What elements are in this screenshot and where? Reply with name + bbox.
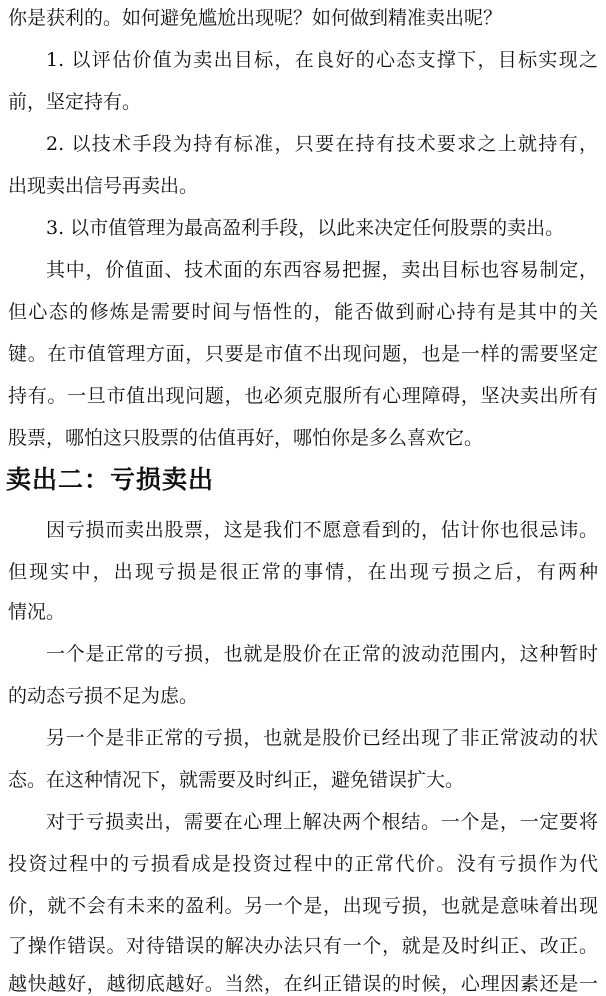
paragraph-line: 其中，价值面、技术面的东西容易把握，卖出目标也容易制定， xyxy=(46,259,598,281)
list-item-3-line: 3. 以市值管理为最高盈利手段，以此来决定任何股票的卖出。 xyxy=(46,217,565,239)
paragraph-line: 股票，哪怕这只股票的估值再好，哪怕你是多么喜欢它。 xyxy=(8,427,484,449)
paragraph-line: 投资过程中的亏损看成是投资过程中的正常代价。没有亏损作为代 xyxy=(8,853,598,875)
paragraph-line: 越快越好，越彻底越好。当然，在纠正错误的时候，心理因素还是一 xyxy=(8,973,598,995)
paragraph-line: 但现实中，出现亏损是很正常的事情，在出现亏损之后，有两种 xyxy=(8,561,598,583)
paragraph-line: 但心态的修炼是需要时间与悟性的，能否做到耐心持有是其中的关 xyxy=(8,301,598,323)
list-item-1-line: 前，坚定持有。 xyxy=(8,91,142,113)
paragraph-line: 键。在市值管理方面，只要是市值不出现问题，也是一样的需要坚定 xyxy=(8,343,598,365)
list-item-2-line: 2. 以技术手段为持有标准，只要在持有技术要求之上就持有， xyxy=(46,133,598,155)
paragraph-line: 价，就不会有未来的盈利。另一个是，出现亏损，也就是意味着出现 xyxy=(8,895,598,917)
paragraph-line: 对于亏损卖出，需要在心理上解决两个根结。一个是，一定要将 xyxy=(46,811,598,833)
paragraph-line: 情况。 xyxy=(8,601,66,623)
paragraph-line: 的动态亏损不足为虑。 xyxy=(8,685,199,707)
text-line: 你是获利的。如何避免尴尬出现呢？如何做到精准卖出呢？ xyxy=(8,7,503,29)
paragraph-line: 因亏损而卖出股票，这是我们不愿意看到的，估计你也很忌讳。 xyxy=(46,519,598,541)
paragraph-line: 一个是正常的亏损，也就是股价在正常的波动范围内，这种暂时 xyxy=(46,643,598,665)
paragraph-line: 持有。一旦市值出现问题，也必须克服所有心理障碍，坚决卖出所有 xyxy=(8,385,598,407)
paragraph-line: 了操作错误。对待错误的解决办法只有一个，就是及时纠正、改正。 xyxy=(8,935,598,957)
paragraph-line: 态。在这种情况下，就需要及时纠正，避免错误扩大。 xyxy=(8,769,465,791)
section-heading: 卖出二：亏损卖出 xyxy=(6,465,215,494)
paragraph-line: 另一个是非正常的亏损，也就是股价已经出现了非正常波动的状 xyxy=(46,727,598,749)
list-item-1-line: 1. 以评估价值为卖出目标，在良好的心态支撑下，目标实现之 xyxy=(46,49,598,71)
list-item-2-line: 出现卖出信号再卖出。 xyxy=(8,175,199,197)
